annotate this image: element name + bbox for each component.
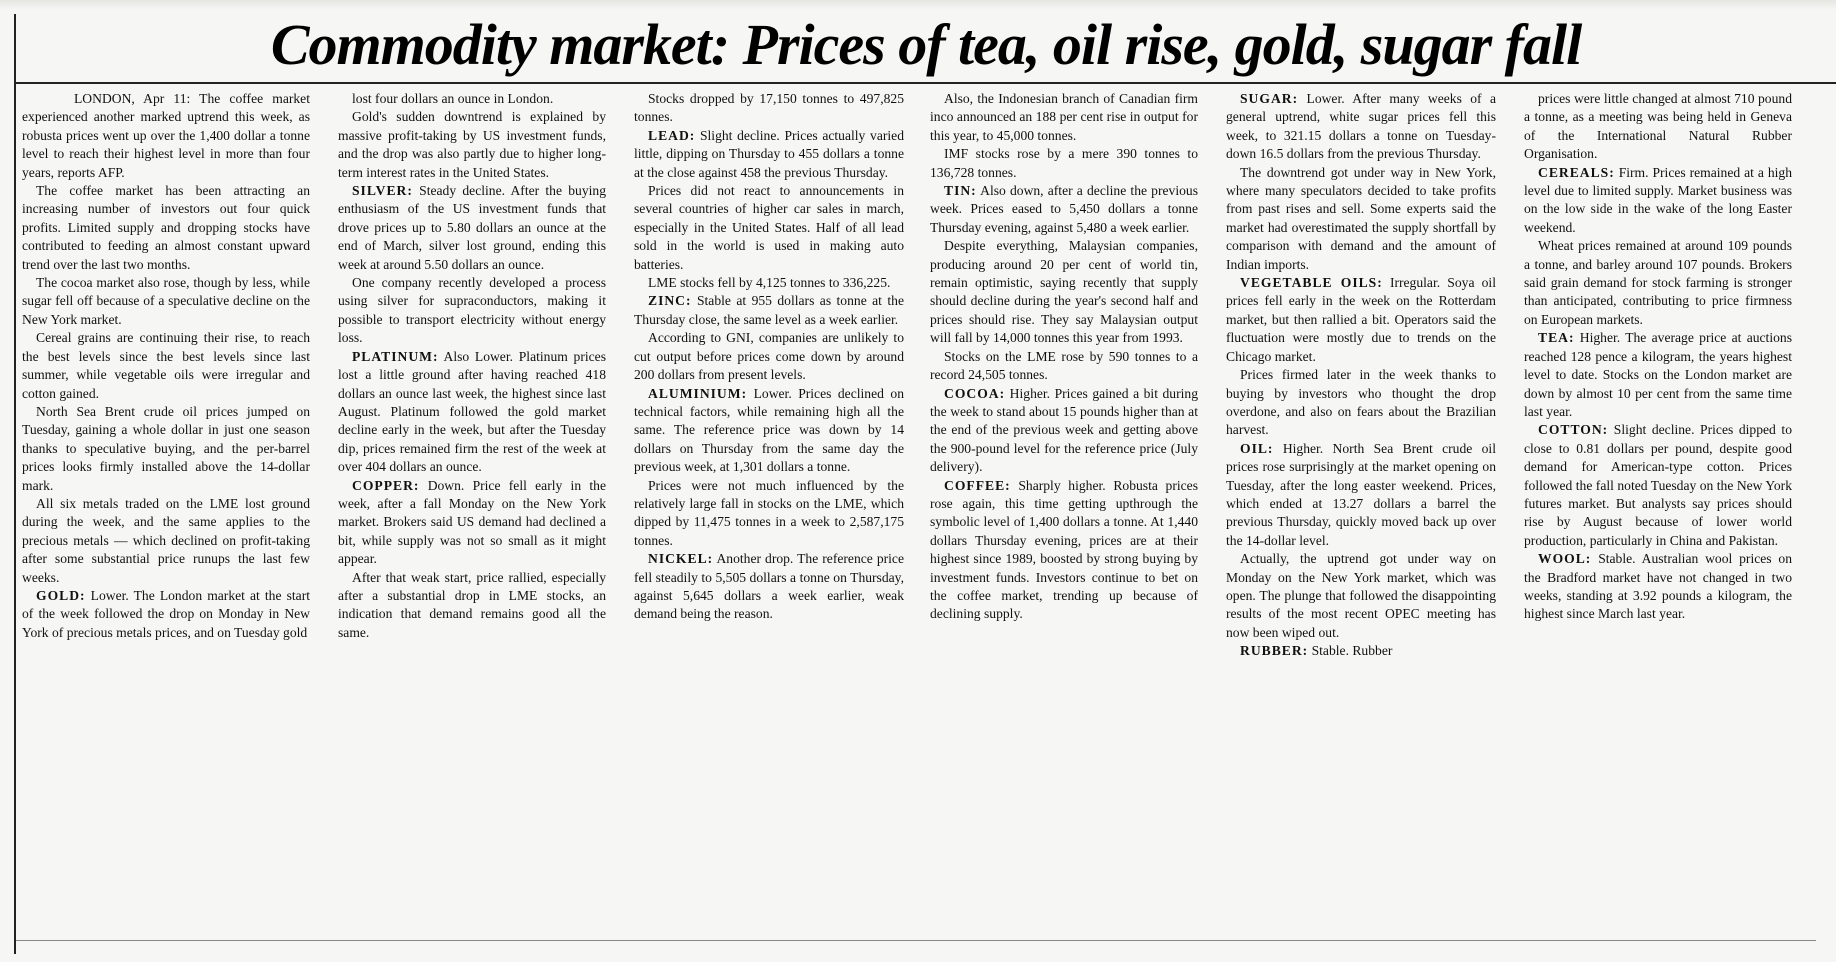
article-paragraph — [1226, 274, 1496, 366]
paragraph-text: LONDON, Apr 11: The coffee market experienced another marked uptrend this week, as robusta prices went up over the 1,400 dollar a tonne level to reach their highest level in more than four years, reports AFP. — [22, 91, 310, 180]
article-paragraph — [930, 477, 1198, 624]
paragraph-text: Wheat prices remained at around 109 pounds a tonne, and barley around 107 pounds. Brokers said grain demand for stock farming is stronger than anticipated, contributing to price firmness on European markets. — [1524, 238, 1792, 327]
article-column-1 — [22, 90, 310, 936]
article-paragraph — [338, 90, 606, 108]
article-paragraph — [930, 145, 1198, 182]
headline-rule — [16, 82, 1836, 84]
article-paragraph — [930, 348, 1198, 385]
article-paragraph — [1226, 164, 1496, 274]
article-paragraph — [338, 274, 606, 348]
article-paragraph — [22, 329, 310, 403]
article-paragraph — [22, 90, 310, 182]
paragraph-text: Down. Price fell early in the week, after a fall Monday on the New York market. Brokers said US demand had declined a bit, while supply was not so small as it might appear. — [338, 477, 606, 567]
paragraph-text: All six metals traded on the LME lost ground during the week, and the same applies to the precious metals — which declined on profit-taking after some substantial price runups the last few weeks. — [22, 495, 310, 585]
paragraph-text: Stable. Rubber — [1311, 643, 1393, 659]
paragraph-text: Slight decline. Prices dipped to close to 0.81 dollars per pound, despite good demand for American-type cotton. Prices followed the fall noted Tuesday on the New York futures market. But analysts say prices should rise by August because of lower world production, particularly in China and Pakistan. — [1524, 422, 1792, 548]
paragraph-text: Prices did not react to announcements in several countries of higher car sales in march, especially in the United States. Half of all lead sold in the world is used in making auto batteries. — [634, 183, 904, 272]
paragraph-text: IMF stocks rose by a mere 390 tonnes to 136,728 tonnes. — [930, 146, 1198, 180]
article-column-4 — [930, 90, 1198, 936]
section-keyword: OIL: — [1240, 440, 1274, 456]
article-paragraph — [338, 477, 606, 569]
article-paragraph — [22, 587, 310, 642]
paragraph-text: LME stocks fell by 4,125 tonnes to 336,225. — [648, 275, 891, 291]
headline-text: Commodity market: Prices of tea, oil rise, gold, sugar fall — [270, 12, 1582, 77]
article-paragraph — [1226, 642, 1496, 660]
paragraph-text: prices were little changed at almost 710 pound a tonne, as a meeting was being held in Geneva of the International Natural Rubber Organisation. — [1524, 91, 1792, 162]
paragraph-text: The cocoa market also rose, though by less, while sugar fell off because of a speculative decline on the New York market. — [22, 275, 310, 327]
paragraph-text: Higher. The average price at auctions reached 128 pence a kilogram, the years highest level to date. Stocks on the London market are down by almost 10 per cent from the same time last year. — [1524, 330, 1792, 419]
paragraph-text: Cereal grains are continuing their rise, to reach the best levels since the best levels since last summer, while vegetable oils were irregular and cotton gained. — [22, 330, 310, 401]
article-paragraph — [1524, 237, 1792, 329]
section-keyword: SILVER: — [352, 183, 413, 199]
article-paragraph — [1524, 90, 1792, 164]
section-keyword: COTTON: — [1538, 422, 1609, 438]
article-paragraph — [634, 274, 904, 292]
article-column-2 — [338, 90, 606, 936]
article-paragraph — [930, 90, 1198, 145]
section-keyword: ZINC: — [648, 293, 692, 309]
article-paragraph — [930, 182, 1198, 237]
paragraph-text: Prices were not much influenced by the relatively large fall in stocks on the LME, which dipped by 11,475 tonnes in a week to 2,587,175 tonnes. — [634, 477, 904, 548]
paragraph-text: According to GNI, companies are unlikely to cut output before prices come down by around 200 dollars from present levels. — [634, 330, 904, 383]
paragraph-text: lost four dollars an ounce in London. — [352, 91, 554, 106]
paragraph-text: Higher. Prices gained a bit during the week to stand about 15 pounds higher than at the end of the previous week and getting above the 900-pound level for the reference price (July delivery). — [930, 385, 1198, 475]
article-paragraph — [1524, 164, 1792, 238]
paragraph-text: Slight decline. Prices actually varied little, dipping on Thursday to 455 dollars a tonne at the close against 458 the previous Thursday. — [634, 127, 904, 180]
paragraph-text: Stable. Australian wool prices on the Bradford market have not changed in two weeks, standing at 3.92 pounds a kilogram, the highest since March last year. — [1524, 551, 1792, 622]
paragraph-text: Lower. The London market at the start of the week followed the drop on Monday in New York of precious metals prices, and on Tuesday gold — [22, 587, 310, 640]
paragraph-text: Stocks on the LME rose by 590 tonnes to a record 24,505 tonnes. — [930, 348, 1198, 383]
article-paragraph — [1226, 366, 1496, 440]
left-margin-column — [0, 14, 16, 954]
article-paragraph — [1226, 440, 1496, 550]
article-paragraph — [634, 385, 904, 477]
paragraph-text: The downtrend got under way in New York, where many speculators decided to take profits from past rises and sell. Some experts said the market had overestimated the supply shortfall by comparison with demand and the amount of Indian imports. — [1226, 164, 1496, 272]
paragraph-text: Higher. North Sea Brent crude oil prices rose surprisingly at the market opening on Tuesday, after the long easter weekend. Prices, which ended at 13.27 dollars a barrel the previous Thursday, quickly moved back up over the 14-dollar level. — [1226, 440, 1496, 548]
section-keyword: SUGAR: — [1240, 91, 1299, 106]
article-paragraph — [930, 385, 1198, 477]
article-paragraph — [634, 90, 904, 127]
article-paragraph — [338, 348, 606, 477]
section-keyword: WOOL: — [1538, 551, 1592, 567]
paragraph-text: One company recently developed a process using silver for supraconductors, making it possible to transport electricity without energy loss. — [338, 275, 606, 346]
paragraph-text: Another drop. The reference price fell steadily to 5,505 dollars a tonne on Thursday, against 5,645 dollars a week earlier, weak demand being the reason. — [634, 551, 904, 622]
paragraph-text: After that weak start, price rallied, especially after a substantial drop in LME stocks, an indication that demand remains good all the same. — [338, 569, 606, 640]
article-paragraph — [634, 182, 904, 274]
article-paragraph — [338, 182, 606, 274]
section-keyword: GOLD: — [36, 587, 86, 603]
paragraph-text: The coffee market has been attracting an increasing number of investors out four quick profits. Limited supply and dropping stocks have contributed to feeding an almost constant upward trend over the last two months. — [22, 183, 310, 272]
paragraph-text: Firm. Prices remained at a high level due to limited supply. Market business was on the low side in the wake of the long Easter weekend. — [1524, 164, 1792, 235]
paragraph-text: Gold's sudden downtrend is explained by massive profit-taking by US investment funds, and the drop was also partly due to higher long-term interest rates in the United States. — [338, 109, 606, 180]
section-keyword: TEA: — [1538, 330, 1575, 346]
paragraph-text: North Sea Brent crude oil prices jumped on Tuesday, gaining a whole dollar in just one season thanks to speculative buying, and the per-barrel prices looks firmly installed above the 14-dollar mark. — [22, 403, 310, 493]
article-paragraph — [634, 329, 904, 384]
paragraph-text: Steady decline. After the buying enthusiasm of the US investment funds that drove prices up to 5.80 dollars an ounce at the end of March, silver lost ground, ending this week at around 5.50 dollars an ounce. — [338, 183, 606, 272]
article-paragraph — [22, 495, 310, 587]
paragraph-text: Actually, the uptrend got under way on Monday on the New York market, which was open. The plunge that followed the disappointing results of the most recent OPEC meeting has now been wiped out. — [1226, 551, 1496, 640]
article-paragraph — [1524, 329, 1792, 421]
article-paragraph — [1524, 421, 1792, 550]
paragraph-text: Also, the Indonesian branch of Canadian firm inco announced an 188 per cent rise in output for this year, to 45,000 tonnes. — [930, 91, 1198, 143]
paragraph-text: Lower. Prices declined on technical factors, while remaining high all the same. The reference price was down by 14 dollars on Thursday from the same day the previous week, at 1,301 dollars a tonne. — [634, 385, 904, 475]
section-keyword: COFFEE: — [944, 477, 1011, 493]
article-paragraph — [634, 550, 904, 624]
paragraph-text: Prices firmed later in the week thanks to buying by investors who thought the drop overdone, and also on fears about the Brazilian harvest. — [1226, 367, 1496, 438]
headline — [16, 6, 1836, 84]
paragraph-text: Despite everything, Malaysian companies, producing around 20 per cent of world tin, remain optimistic, saying recently that supply should decline during the year's second half and prices should rise. They say Malaysian output will fall by 14,000 tonnes this year from 1993. — [930, 238, 1198, 346]
article-paragraph — [1226, 550, 1496, 642]
article-paragraph — [1524, 550, 1792, 624]
article-paragraph — [634, 127, 904, 182]
section-keyword: ALUMINIUM: — [648, 385, 748, 401]
article-paragraph — [930, 237, 1198, 347]
article-paragraph — [634, 477, 904, 551]
article-column-3 — [634, 90, 904, 936]
article-paragraph — [22, 182, 310, 274]
article-paragraph — [634, 292, 904, 329]
article-paragraph — [338, 569, 606, 643]
bottom-rule — [16, 940, 1816, 941]
article-paragraph — [338, 108, 606, 182]
paragraph-text: Lower. After many weeks of a general uptrend, white sugar prices fell this week, to 321.15 dollars a tonne on Tuesday-down 16.5 dollars from the previous Thursday. — [1226, 91, 1496, 162]
article-paragraph — [22, 403, 310, 495]
article-paragraph — [22, 274, 310, 329]
paragraph-text: Stocks dropped by 17,150 tonnes to 497,825 tonnes. — [634, 91, 904, 125]
paragraph-text: Also Lower. Platinum prices lost a little ground after having reached 418 dollars an ounce last week, the highest since last August. Platinum followed the gold market decline early in the week, but after the Tuesday dip, prices remained firm the rest of the week at over 404 dollars an ounce. — [338, 348, 606, 475]
article-column-5 — [1226, 90, 1496, 936]
section-keyword: COCOA: — [944, 385, 1006, 401]
section-keyword: RUBBER: — [1240, 643, 1309, 659]
section-keyword: NICKEL: — [648, 551, 714, 567]
paragraph-text: Stable at 955 dollars as tonne at the Thursday close, the same level as a week earlier. — [634, 293, 904, 327]
section-keyword: COPPER: — [352, 477, 420, 493]
paragraph-text: Irregular. Soya oil prices fell early in the week on the Rotterdam market, but then rallied a bit. Operators said the fluctuation were mostly due to trends on the Chicago market. — [1226, 275, 1496, 364]
paragraph-text: Also down, after a decline the previous week. Prices eased to 5,450 dollars a tonne Thursday evening, against 5,480 a week earlier. — [930, 183, 1198, 235]
paragraph-text: Sharply higher. Robusta prices rose again, this time getting upthrough the symbolic level of 1,400 dollars a tonne. At 1,440 dollars Thursday evening, prices are at their highest since 1989, boosted by strong buying by investment funds. Investors continue to bet on the coffee market, trending up because of declining supply. — [930, 477, 1198, 622]
section-keyword: LEAD: — [648, 127, 696, 143]
section-keyword: VEGETABLE OILS: — [1240, 275, 1383, 291]
section-keyword: PLATINUM: — [352, 348, 439, 364]
article-paragraph — [1226, 90, 1496, 164]
section-keyword: TIN: — [944, 183, 977, 199]
section-keyword: CEREALS: — [1538, 164, 1615, 180]
article-column-6 — [1524, 90, 1792, 936]
